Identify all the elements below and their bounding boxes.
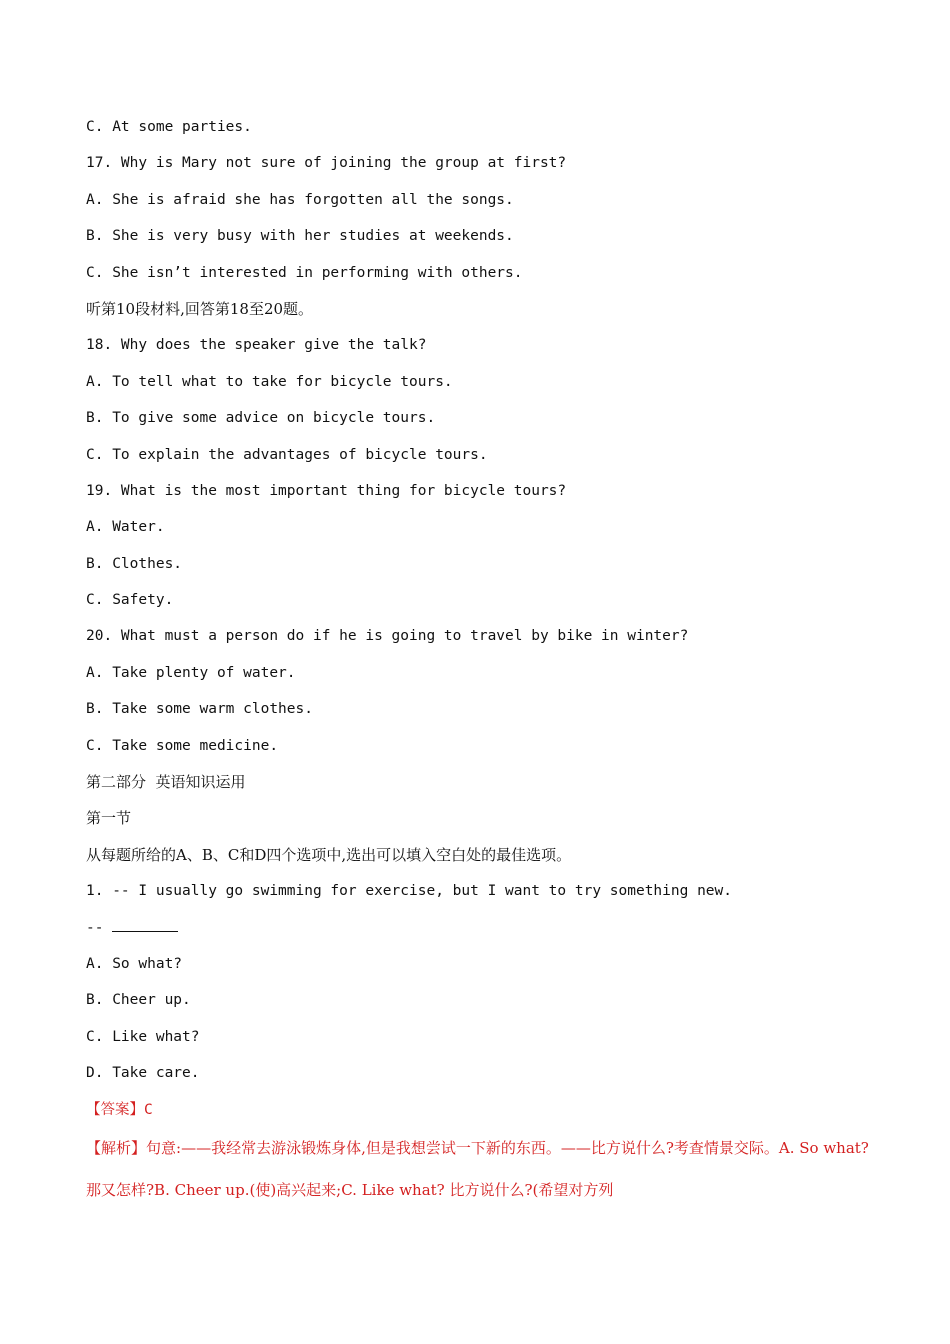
option-a-18: A. To tell what to take for bicycle tours. [86,373,453,390]
analysis-text: 句意:——我经常去游泳锻炼身体,但是我想尝试一下新的东西。——比方说什么?考查情景交际。A. So what?那又怎样?B. Cheer up.(使)高兴起来;C. Like what? 比方说什么?(希望对方列 [86,1138,869,1199]
option-a-17: A. She is afraid she has forgotten all the songs. [86,191,514,208]
question-1: 1. -- I usually go swimming for exercise, but I want to try something new. [86,883,733,900]
document-page [86,114,876,1211]
option-c-1: C. Like what? [86,1028,200,1045]
option-c-19: C. Safety. [86,592,174,609]
section-instruction: 从每题所给的A、B、C和D四个选项中,选出可以填入空白处的最佳选项。 [86,845,572,864]
question-18: 18. Why does the speaker give the talk? [86,337,427,354]
option-b-17: B. She is very busy with her studies at weekends. [86,228,514,245]
option-b-18: B. To give some advice on bicycle tours. [86,410,436,427]
option-c-17: C. She isn’t interested in performing with others. [86,264,523,281]
answer-tag: 【答案】 [86,1101,144,1118]
question-1-response [86,915,876,951]
option-d-1: D. Take care. [86,1065,200,1082]
question-17: 17. Why is Mary not sure of joining the group at first? [86,155,567,172]
option-c-20: C. Take some medicine. [86,737,279,754]
option-b-19: B. Clothes. [86,555,183,572]
section-instruction-10: 听第10段材料,回答第18至20题。 [86,299,314,318]
part-two-heading: 第二部分 英语知识运用 [86,773,246,792]
option-a-20: A. Take plenty of water. [86,664,296,681]
option-b-1: B. Cheer up. [86,992,191,1009]
option-a-1: A. So what? [86,955,183,972]
question-20: 20. What must a person do if he is going to travel by bike in winter? [86,628,689,645]
analysis-paragraph [86,1127,876,1211]
answer-blank [112,917,178,932]
question-19: 19. What is the most important thing for bicycle tours? [86,482,567,499]
option-a-19: A. Water. [86,519,165,536]
option-c-18: C. To explain the advantages of bicycle tours. [86,446,488,463]
section-one-heading: 第一节 [86,809,132,828]
response-dash: -- [86,919,113,936]
option-c-16: C. At some parties. [86,119,252,135]
option-b-20: B. Take some warm clothes. [86,701,313,718]
answer-value: C [144,1101,153,1118]
analysis-tag: 【解析】 [86,1138,147,1157]
